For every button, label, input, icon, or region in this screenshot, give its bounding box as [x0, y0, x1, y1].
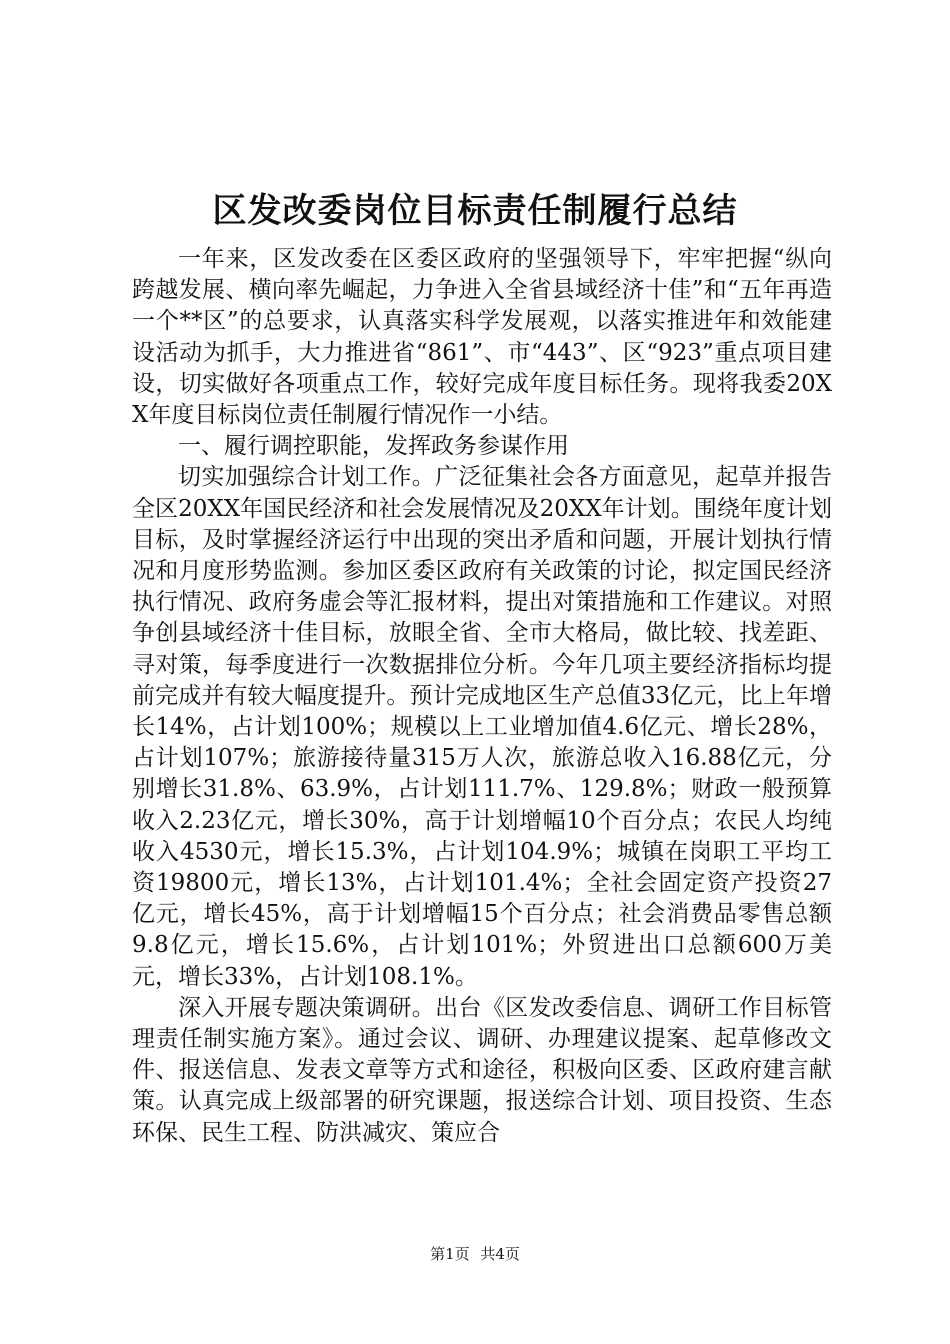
document-body	[132, 244, 832, 1149]
paragraph-intro: 一年来，区发改委在区委区政府的坚强领导下，牢牢把握“纵向跨越发展、横向率先崛起，力争进入全省县域经济十佳”和“五年再造一个**区”的总要求，认真落实科学发展观，以落实推进年和效能建设活动为抓手，大力推进省“861”、市“443”、区“923”重点项目建设，切实做好各项重点工作，较好完成年度目标任务。现将我委20XX年度目标岗位责任制履行情况作一小结。	[132, 246, 832, 429]
document-title: 区发改委岗位目标责任制履行总结	[212, 191, 738, 231]
paragraph-research: 深入开展专题决策调研。出台《区发改委信息、调研工作目标管理责任制实施方案》。通过会议、调研、办理建议提案、起草修改文件、报送信息、发表文章等方式和途径，积极向区委、区政府建言献策。认真完成上级部署的研究课题，报送综合计划、项目投资、生态环保、民生工程、防洪减灾、策应合	[132, 994, 832, 1146]
page-total: 共4页	[480, 1245, 520, 1263]
paragraph-plan: 切实加强综合计划工作。广泛征集社会各方面意见，起草并报告全区20XX年国民经济和社会发展情况及20XX年计划。围绕年度计划目标，及时掌握经济运行中出现的突出矛盾和问题，开展计划执行情况和月度形势监测。参加区委区政府有关政策的讨论，拟定国民经济执行情况、政府务虚会等汇报材料，提出对策措施和工作建议。对照争创县域经济十佳目标，放眼全省、全市大格局，做比较、找差距、寻对策，每季度进行一次数据排位分析。今年几项主要经济指标均提前完成并有较大幅度提升。预计完成地区生产总值33亿元，比上年增长14%，占计划100%；规模以上工业增加值4.6亿元、增长28%，占计划107%；旅游接待量315万人次，旅游总收入16.88亿元，分别增长31.8%、63.9%，占计划111.7%、129.8%；财政一般预算收入2.23亿元，增长30%，高于计划增幅10个百分点；农民人均纯收入4530元，增长15.3%，占计划104.9%；城镇在岗职工平均工资19800元，增长13%，占计划101.4%；全社会固定资产投资27亿元，增长45%，高于计划增幅15个百分点；社会消费品零售总额9.8亿元，增长15.6%，占计划101%；外贸进出口总额600万美元，增长33%，占计划108.1%。	[132, 464, 832, 990]
page-footer	[0, 1244, 950, 1264]
section-heading: 一、履行调控职能，发挥政务参谋作用	[178, 433, 569, 460]
page-number: 第1页	[430, 1245, 470, 1263]
